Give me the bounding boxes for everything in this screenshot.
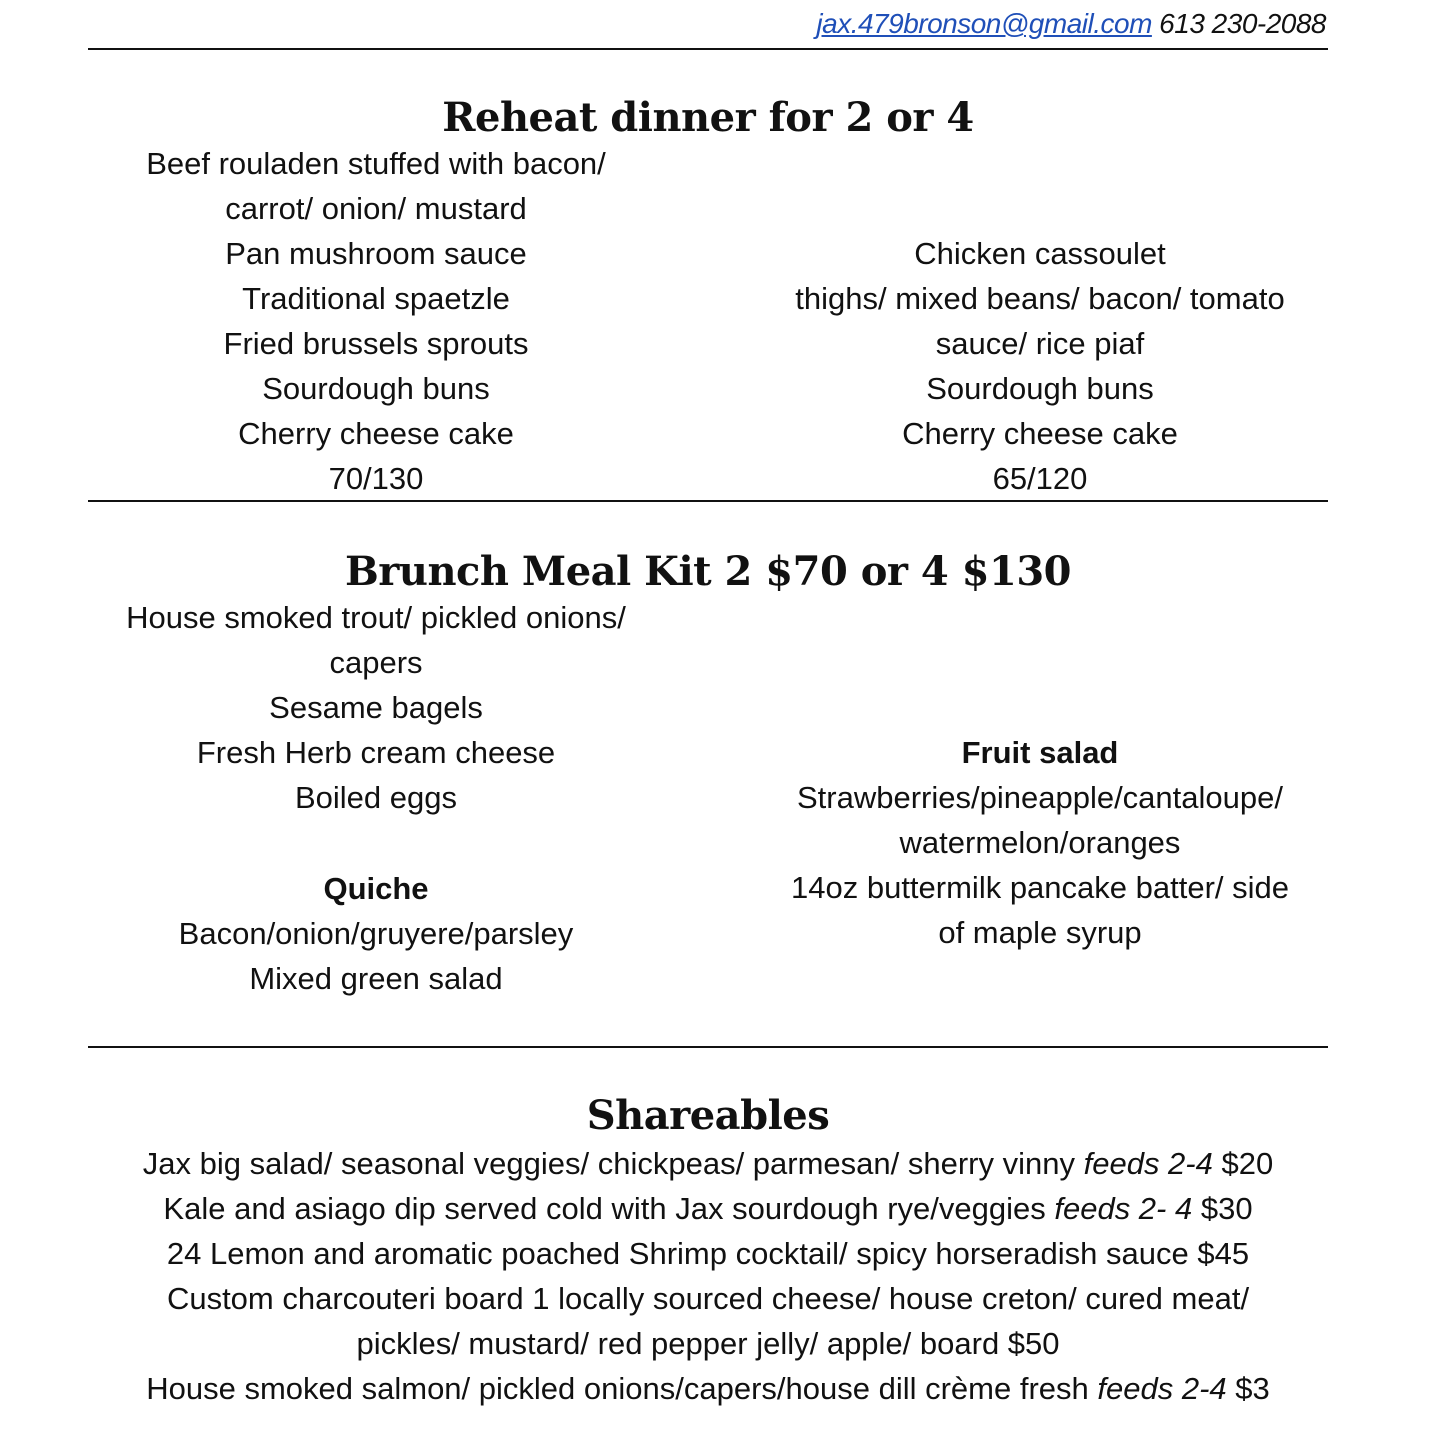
shareables-title: Shareables — [586, 1092, 830, 1139]
list-item: watermelon/oranges — [899, 825, 1181, 860]
item-text: pickles/ mustard/ red pepper jelly/ apple/ board $50 — [356, 1326, 1060, 1361]
fruit-salad-title: Fruit salad — [961, 735, 1119, 770]
price: $3 — [1226, 1371, 1270, 1406]
list-item — [60, 1366, 1356, 1411]
email-link[interactable]: jax.479bronson@gmail.com — [816, 8, 1152, 39]
phone-number: 613 230-2088 — [1159, 8, 1326, 39]
price: 65/120 — [992, 461, 1088, 496]
feeds-note: feeds 2-4 — [1097, 1371, 1227, 1406]
quiche-menu — [88, 866, 664, 1001]
quiche-title: Quiche — [323, 871, 429, 906]
item-text: Kale and asiago dip served cold with Jax sourdough rye/veggies — [163, 1191, 1055, 1226]
item-text: House smoked salmon/ pickled onions/capers/house dill crème fresh — [146, 1371, 1098, 1406]
list-item: 14oz buttermilk pancake batter/ side — [791, 870, 1289, 905]
reheat-left-menu — [88, 141, 664, 501]
divider — [88, 1046, 1328, 1048]
contact-info — [816, 8, 1326, 40]
list-item: Fried brussels sprouts — [223, 326, 529, 361]
list-item: Sesame bagels — [269, 690, 483, 725]
list-item: Boiled eggs — [294, 780, 457, 815]
divider — [88, 48, 1328, 50]
list-item: Beef rouladen stuffed with bacon/ — [146, 146, 606, 181]
list-item — [60, 1321, 1356, 1366]
list-item: of maple syrup — [938, 915, 1142, 950]
list-item: Sourdough buns — [262, 371, 490, 406]
list-item — [60, 1231, 1356, 1276]
reheat-right-menu — [752, 231, 1328, 501]
fruit-salad-menu — [752, 730, 1328, 955]
list-item: Traditional spaetzle — [242, 281, 510, 316]
item-text: Custom charcouteri board 1 locally sourced cheese/ house creton/ cured meat/ — [166, 1281, 1250, 1316]
list-item — [60, 1186, 1356, 1231]
list-item: thighs/ mixed beans/ bacon/ tomato — [795, 281, 1285, 316]
list-item: House smoked trout/ pickled onions/ — [126, 600, 626, 635]
list-item: sauce/ rice piaf — [935, 326, 1145, 361]
list-item — [60, 1141, 1356, 1186]
list-item — [60, 1276, 1356, 1321]
list-item: Bacon/onion/gruyere/parsley — [178, 916, 574, 951]
shareables-list — [60, 1141, 1356, 1411]
brunch-left-menu — [88, 595, 664, 820]
list-item: Cherry cheese cake — [902, 416, 1178, 451]
price: $30 — [1192, 1191, 1253, 1226]
list-item: Chicken cassoulet — [914, 236, 1166, 271]
feeds-note: feeds 2-4 — [1083, 1146, 1213, 1181]
divider — [88, 500, 1328, 502]
list-item: capers — [329, 645, 423, 680]
brunch-title: Brunch Meal Kit 2 $70 or 4 $130 — [345, 548, 1071, 595]
list-item: Mixed green salad — [249, 961, 503, 996]
list-item: carrot/ onion/ mustard — [225, 191, 527, 226]
feeds-note: feeds 2- 4 — [1054, 1191, 1193, 1226]
list-item: Strawberries/pineapple/cantaloupe/ — [797, 780, 1283, 815]
item-text: Jax big salad/ seasonal veggies/ chickpeas/ parmesan/ sherry vinny — [142, 1146, 1084, 1181]
reheat-title: Reheat dinner for 2 or 4 — [442, 94, 974, 141]
price: $20 — [1212, 1146, 1274, 1181]
list-item: Cherry cheese cake — [238, 416, 514, 451]
price: 70/130 — [328, 461, 424, 496]
list-item: Pan mushroom sauce — [225, 236, 527, 271]
list-item: Sourdough buns — [926, 371, 1154, 406]
item-text: 24 Lemon and aromatic poached Shrimp cocktail/ spicy horseradish sauce $45 — [166, 1236, 1250, 1271]
list-item: Fresh Herb cream cheese — [196, 735, 556, 770]
